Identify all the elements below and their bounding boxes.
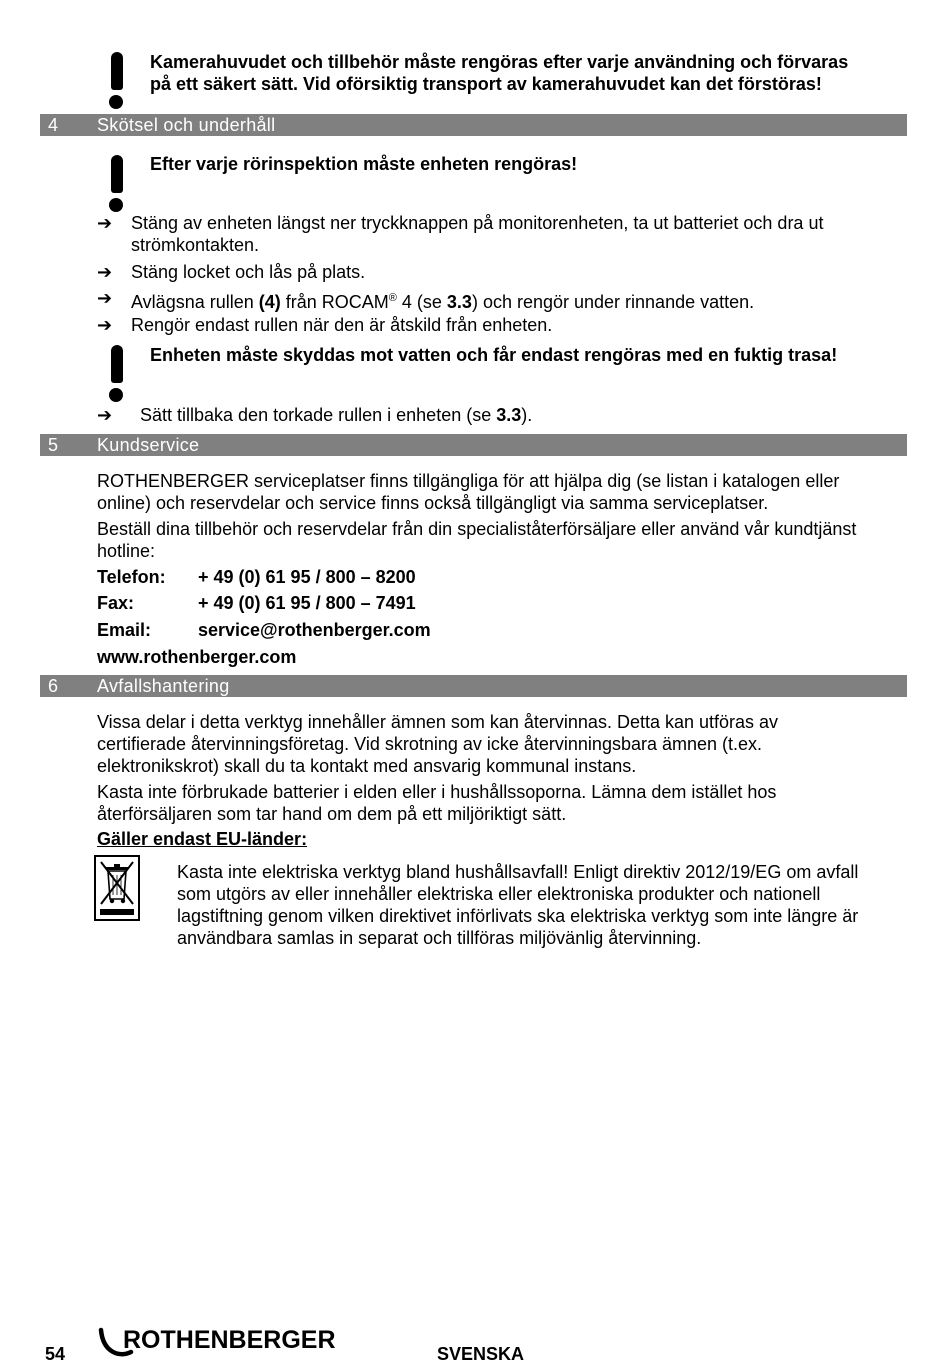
paragraph-line: certifierade återvinningsföretag. Vid skrotning av icke återvinningsbara ämnen (t.ex. (97, 734, 763, 754)
crossed-out-wheelie-bin-icon (94, 855, 140, 921)
top-warning-line1: Kamerahuvudet och tillbehör måste rengöras efter varje användning och förvaras (150, 52, 849, 72)
language-label: SVENSKA (437, 1344, 525, 1364)
paragraph-line: elektronikskrot) skall du ta kontakt med ansvarig kommunal instans. (97, 756, 637, 776)
warning-icon (108, 155, 128, 213)
section-number: 4 (48, 115, 59, 135)
brand-name: ROTHENBERGER (123, 1326, 336, 1354)
top-warning-text (150, 51, 910, 95)
paragraph-line: Kasta inte elektriska verktyg bland hushållsavfall! Enligt direktiv 2012/19/EG om avfall (177, 862, 859, 882)
list-item-text: Stäng locket och lås på plats. (131, 262, 366, 282)
list-item-text: Sätt tillbaka den torkade rullen i enheten (se 3.3). (140, 405, 533, 425)
section-header-6 (40, 675, 907, 697)
paragraph-line: användbara samlas in separat och tillföras miljövänlig återvinning. (177, 928, 702, 948)
paragraph (97, 711, 907, 777)
paragraph (97, 470, 907, 514)
section-number: 5 (48, 435, 59, 455)
paragraph-line: hotline: (97, 541, 156, 561)
website-link[interactable]: www.rothenberger.com (97, 647, 297, 667)
paragraph-line: Kasta inte förbrukade batterier i elden eller i hushållssoporna. Lämna dem istället hos (97, 782, 777, 802)
arrow-right-icon: ➔ (97, 315, 113, 335)
paragraph-line: lagstiftning genom vilken direktivet införlivats ska elektriska verktyg som inte längre är (177, 906, 859, 926)
top-warning-line2: på ett säkert sätt. Vid oförsiktig transport av kamerahuvudet kan det förstöras! (150, 74, 822, 94)
paragraph-line: Vissa delar i detta verktyg innehåller ämnen som kan återvinnas. Detta kan utföras av (97, 712, 779, 732)
arrow-right-icon: ➔ (97, 405, 113, 425)
section-title: Skötsel och underhåll (97, 115, 276, 135)
paragraph (97, 781, 907, 825)
arrow-right-icon: ➔ (97, 288, 113, 308)
contact-value: + 49 (0) 61 95 / 800 – 8200 (198, 567, 416, 587)
paragraph-line: ROTHENBERGER serviceplatser finns tillgängliga för att hjälpa dig (se listan i katalogen eller (97, 471, 840, 491)
contact-value: + 49 (0) 61 95 / 800 – 7491 (198, 593, 416, 613)
section-title: Kundservice (97, 435, 200, 455)
cleaning-warning-text: Efter varje rörinspektion måste enheten rengöras! (150, 154, 578, 174)
page-number: 54 (45, 1344, 66, 1364)
paragraph-line: som utgörs av eller innehåller elektriska eller elektroniska produkter och nationell (177, 884, 821, 904)
eu-heading: Gäller endast EU-länder: (97, 829, 308, 849)
paragraph-line: återförsäljaren som tar hand om dem på ett miljöriktigt sätt. (97, 804, 567, 824)
paragraph-line: Beställ dina tillbehör och reservdelar från din specialiståterförsäljare eller använd vår kundtjänst (97, 519, 857, 539)
list-item-text: strömkontakten. (131, 235, 260, 255)
contact-label: Telefon: (97, 567, 166, 587)
warning-icon (108, 52, 128, 110)
list-item-text: Avlägsna rullen (4) från ROCAM® 4 (se 3.3) och rengör under rinnande vatten. (131, 292, 755, 312)
section-number: 6 (48, 676, 59, 696)
section-title: Avfallshantering (97, 676, 230, 696)
arrow-right-icon: ➔ (97, 262, 113, 282)
paragraph (97, 518, 907, 562)
contact-label: Fax: (97, 593, 135, 613)
contact-label: Email: (97, 620, 152, 640)
list-item-text: Stäng av enheten längst ner tryckknappen på monitorenheten, ta ut batteriet och dra ut (131, 213, 824, 233)
email-link[interactable]: service@rothenberger.com (198, 620, 431, 640)
paragraph-line: online) och reservdelar och service finns också tillgängligt via samma serviceplatser. (97, 493, 769, 513)
warning-icon (108, 345, 128, 403)
rothenberger-logo (97, 1322, 357, 1362)
water-warning-text: Enheten måste skyddas mot vatten och får endast rengöras med en fuktig trasa! (150, 345, 838, 365)
list-item-text: Rengör endast rullen när den är åtskild från enheten. (131, 315, 553, 335)
section-header-5 (40, 434, 907, 456)
section-header-4 (40, 114, 907, 136)
arrow-right-icon: ➔ (97, 213, 113, 233)
eu-text (177, 861, 907, 949)
